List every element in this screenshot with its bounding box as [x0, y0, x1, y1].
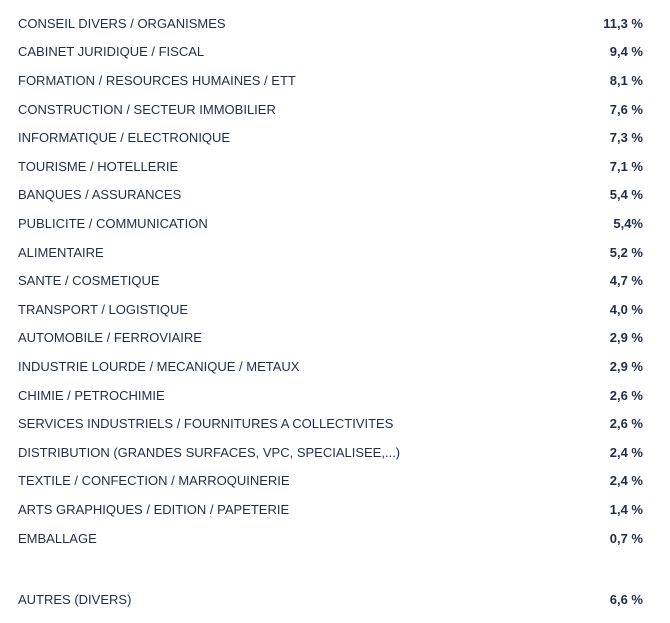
sector-label: INDUSTRIE LOURDE / MECANIQUE / METAUX [18, 359, 300, 374]
sector-label: BANQUES / ASSURANCES [18, 187, 182, 202]
sector-value: 5,2 % [609, 245, 643, 260]
sector-label: FORMATION / RESOURCES HUMAINES / ETT [18, 73, 296, 88]
sector-value: 2,6 % [609, 416, 643, 431]
sector-row [0, 529, 670, 549]
others-row [0, 590, 670, 610]
sector-label: SANTE / COSMETIQUE [18, 273, 160, 288]
sector-value: 2,4 % [609, 445, 643, 460]
sector-value: 5,4 % [609, 187, 643, 202]
sector-label: EMBALLAGE [18, 531, 97, 546]
sector-value: 2,6 % [609, 388, 643, 403]
sector-row [0, 42, 670, 62]
sector-row [0, 357, 670, 377]
others-label: AUTRES (DIVERS) [18, 592, 132, 607]
sector-row [0, 128, 670, 148]
sector-label: CONSEIL DIVERS / ORGANISMES [18, 16, 226, 31]
sector-row [0, 414, 670, 434]
sector-label: CABINET JURIDIQUE / FISCAL [18, 44, 205, 59]
sector-value: 4,7 % [609, 273, 643, 288]
sector-label: AUTOMOBILE / FERROVIAIRE [18, 330, 202, 345]
sector-value: 2,4 % [609, 473, 643, 488]
sector-value: 2,9 % [609, 330, 643, 345]
sector-row [0, 100, 670, 120]
sector-label: CONSTRUCTION / SECTEUR IMMOBILIER [18, 102, 276, 117]
sector-row [0, 271, 670, 291]
sector-label: TOURISME / HOTELLERIE [18, 159, 179, 174]
sector-row [0, 500, 670, 520]
sector-label: CHIMIE / PETROCHIMIE [18, 388, 165, 403]
sector-row [0, 214, 670, 234]
sector-value: 5,4% [613, 216, 643, 231]
sector-value: 8,1 % [609, 73, 643, 88]
sector-row [0, 14, 670, 34]
sector-row [0, 185, 670, 205]
sector-value: 0,7 % [609, 531, 643, 546]
sector-value: 7,1 % [609, 159, 643, 174]
sector-row [0, 300, 670, 320]
sector-row [0, 386, 670, 406]
sector-row [0, 71, 670, 91]
sector-label: DISTRIBUTION (GRANDES SURFACES, VPC, SPECIALISEE,...) [18, 445, 401, 460]
sector-row [0, 157, 670, 177]
sector-value: 7,6 % [609, 102, 643, 117]
sector-value: 2,9 % [609, 359, 643, 374]
sector-label: TEXTILE / CONFECTION / MARROQUINERIE [18, 473, 290, 488]
sector-row [0, 443, 670, 463]
sector-label: ALIMENTAIRE [18, 245, 104, 260]
sector-row [0, 328, 670, 348]
sector-row [0, 471, 670, 491]
sector-label: INFORMATIQUE / ELECTRONIQUE [18, 130, 231, 145]
sector-label: PUBLICITE / COMMUNICATION [18, 216, 208, 231]
sector-label: ARTS GRAPHIQUES / EDITION / PAPETERIE [18, 502, 290, 517]
sector-label: SERVICES INDUSTRIELS / FOURNITURES A COLLECTIVITES [18, 416, 394, 431]
sector-value: 1,4 % [609, 502, 643, 517]
sector-value: 9,4 % [609, 44, 643, 59]
sector-value: 4,0 % [609, 302, 643, 317]
sector-value: 11,3 % [603, 16, 643, 31]
sector-row [0, 243, 670, 263]
sector-label: TRANSPORT / LOGISTIQUE [18, 302, 188, 317]
others-value: 6,6 % [609, 592, 643, 607]
sector-value: 7,3 % [609, 130, 643, 145]
